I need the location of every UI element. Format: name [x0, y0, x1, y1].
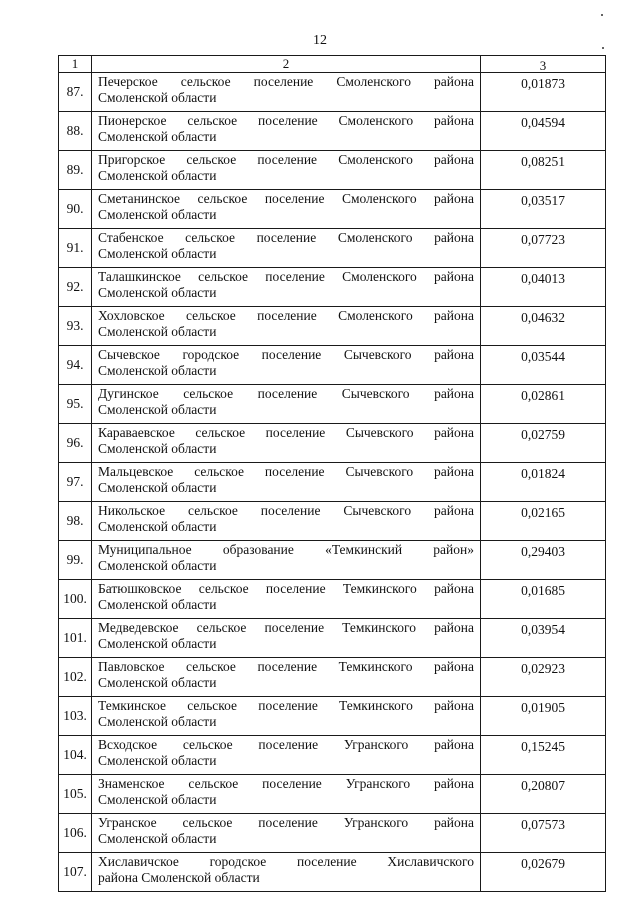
- table-row: [59, 307, 606, 346]
- coefficient-value: 0,01905: [481, 697, 606, 736]
- row-number: 103.: [59, 697, 92, 736]
- row-number: 101.: [59, 619, 92, 658]
- name-line-2: Смоленской области: [98, 168, 217, 183]
- name-line-2: Смоленской области: [98, 246, 217, 261]
- row-number: 89.: [59, 151, 92, 190]
- coefficient-value: 0,01873: [481, 73, 606, 112]
- name-line-1: Пионерское сельское поселение Смоленского района: [98, 113, 474, 128]
- table-row: [59, 697, 606, 736]
- row-number: 92.: [59, 268, 92, 307]
- coefficient-value: 0,02861: [481, 385, 606, 424]
- table-row: [59, 814, 606, 853]
- table-row: [59, 151, 606, 190]
- name-line-2: Смоленской области: [98, 441, 217, 456]
- coefficient-value: 0,02923: [481, 658, 606, 697]
- row-number: 90.: [59, 190, 92, 229]
- municipality-name: [92, 424, 481, 463]
- name-line-2: Смоленской области: [98, 753, 217, 768]
- row-number: 95.: [59, 385, 92, 424]
- municipality-name: [92, 190, 481, 229]
- table-row: [59, 229, 606, 268]
- coefficient-value: 0,02165: [481, 502, 606, 541]
- row-number: 105.: [59, 775, 92, 814]
- coefficient-value: 0,08251: [481, 151, 606, 190]
- name-line-1: Всходское сельское поселение Угранского района: [98, 737, 474, 752]
- municipality-name: [92, 346, 481, 385]
- name-line-1: Медведевское сельское поселение Темкинского района: [98, 620, 474, 635]
- coefficient-value: 0,03544: [481, 346, 606, 385]
- table-row: [59, 190, 606, 229]
- name-line-1: Сметанинское сельское поселение Смоленского района: [98, 191, 474, 206]
- name-line-2: Смоленской области: [98, 90, 217, 105]
- name-line-1: Муниципальное образование «Темкинский район»: [98, 542, 474, 557]
- table-row: [59, 580, 606, 619]
- name-line-1: Угранское сельское поселение Угранского района: [98, 815, 474, 830]
- coefficient-value: 0,03517: [481, 190, 606, 229]
- table-row: [59, 424, 606, 463]
- name-line-1: Хиславичское городское поселение Хиславичского: [98, 854, 474, 869]
- name-line-1: Батюшковское сельское поселение Темкинского района: [98, 581, 474, 596]
- name-line-1: Печерское сельское поселение Смоленского района: [98, 74, 474, 89]
- table-row: [59, 268, 606, 307]
- municipality-name: [92, 580, 481, 619]
- header-col-3: 3: [481, 56, 606, 73]
- table-row: [59, 775, 606, 814]
- municipality-name: [92, 463, 481, 502]
- coefficient-value: 0,03954: [481, 619, 606, 658]
- coefficient-value: 0,29403: [481, 541, 606, 580]
- municipality-name: [92, 814, 481, 853]
- coefficient-value: 0,04632: [481, 307, 606, 346]
- name-line-2: района Смоленской области: [98, 870, 260, 885]
- name-line-2: Смоленской области: [98, 207, 217, 222]
- row-number: 99.: [59, 541, 92, 580]
- name-line-1: Дугинское сельское поселение Сычевского района: [98, 386, 474, 401]
- coefficient-value: 0,02679: [481, 853, 606, 892]
- name-line-2: Смоленской области: [98, 519, 217, 534]
- municipality-name: [92, 502, 481, 541]
- name-line-2: Смоленской области: [98, 285, 217, 300]
- header-col-1: 1: [59, 56, 92, 73]
- coefficient-value: 0,02759: [481, 424, 606, 463]
- row-number: 107.: [59, 853, 92, 892]
- name-line-2: Смоленской области: [98, 636, 217, 651]
- name-line-1: Павловское сельское поселение Темкинского района: [98, 659, 474, 674]
- coefficient-value: 0,20807: [481, 775, 606, 814]
- name-line-2: Смоленской области: [98, 675, 217, 690]
- name-line-1: Пригорское сельское поселение Смоленского района: [98, 152, 474, 167]
- data-table: [58, 55, 606, 892]
- name-line-1: Мальцевское сельское поселение Сычевского района: [98, 464, 474, 479]
- municipality-name: [92, 541, 481, 580]
- coefficient-value: 0,07723: [481, 229, 606, 268]
- name-line-2: Смоленской области: [98, 831, 217, 846]
- row-number: 106.: [59, 814, 92, 853]
- coefficient-value: 0,01824: [481, 463, 606, 502]
- municipality-name: [92, 853, 481, 892]
- table-row: [59, 658, 606, 697]
- municipality-name: [92, 73, 481, 112]
- name-line-1: Никольское сельское поселение Сычевского района: [98, 503, 474, 518]
- table-row: [59, 619, 606, 658]
- municipality-name: [92, 307, 481, 346]
- table-row: [59, 463, 606, 502]
- name-line-2: Смоленской области: [98, 792, 217, 807]
- table-row: [59, 502, 606, 541]
- name-line-1: Хохловское сельское поселение Смоленского района: [98, 308, 474, 323]
- row-number: 98.: [59, 502, 92, 541]
- row-number: 104.: [59, 736, 92, 775]
- name-line-2: Смоленской области: [98, 363, 217, 378]
- name-line-1: Сычевское городское поселение Сычевского района: [98, 347, 474, 362]
- municipality-name: [92, 658, 481, 697]
- name-line-1: Талашкинское сельское поселение Смоленского района: [98, 269, 474, 284]
- municipality-name: [92, 268, 481, 307]
- coefficient-value: 0,07573: [481, 814, 606, 853]
- table-row: [59, 541, 606, 580]
- coefficient-value: 0,15245: [481, 736, 606, 775]
- table-row: [59, 112, 606, 151]
- name-line-2: Смоленской области: [98, 324, 217, 339]
- municipality-name: [92, 775, 481, 814]
- scan-speck: [602, 47, 604, 49]
- name-line-2: Смоленской области: [98, 558, 217, 573]
- row-number: 91.: [59, 229, 92, 268]
- table-row: [59, 346, 606, 385]
- coefficient-value: 0,01685: [481, 580, 606, 619]
- name-line-2: Смоленской области: [98, 480, 217, 495]
- municipality-name: [92, 229, 481, 268]
- table-row: [59, 853, 606, 892]
- row-number: 87.: [59, 73, 92, 112]
- name-line-1: Караваевское сельское поселение Сычевского района: [98, 425, 474, 440]
- municipality-name: [92, 736, 481, 775]
- page-number: 12: [313, 33, 327, 48]
- coefficient-value: 0,04594: [481, 112, 606, 151]
- table-row: [59, 385, 606, 424]
- name-line-1: Знаменское сельское поселение Угранского района: [98, 776, 474, 791]
- municipality-name: [92, 619, 481, 658]
- row-number: 100.: [59, 580, 92, 619]
- table-row: [59, 736, 606, 775]
- municipality-name: [92, 151, 481, 190]
- row-number: 102.: [59, 658, 92, 697]
- name-line-2: Смоленской области: [98, 597, 217, 612]
- scan-speck: [601, 14, 603, 16]
- row-number: 94.: [59, 346, 92, 385]
- header-col-2: 2: [92, 56, 481, 73]
- municipality-name: [92, 385, 481, 424]
- table-row: [59, 73, 606, 112]
- row-number: 97.: [59, 463, 92, 502]
- name-line-1: Темкинское сельское поселение Темкинского района: [98, 698, 474, 713]
- municipality-name: [92, 697, 481, 736]
- row-number: 93.: [59, 307, 92, 346]
- table-header-row: [59, 56, 606, 73]
- row-number: 88.: [59, 112, 92, 151]
- municipality-name: [92, 112, 481, 151]
- name-line-1: Стабенское сельское поселение Смоленского района: [98, 230, 474, 245]
- name-line-2: Смоленской области: [98, 129, 217, 144]
- coefficient-value: 0,04013: [481, 268, 606, 307]
- row-number: 96.: [59, 424, 92, 463]
- name-line-2: Смоленской области: [98, 714, 217, 729]
- table-body: [59, 73, 606, 892]
- name-line-2: Смоленской области: [98, 402, 217, 417]
